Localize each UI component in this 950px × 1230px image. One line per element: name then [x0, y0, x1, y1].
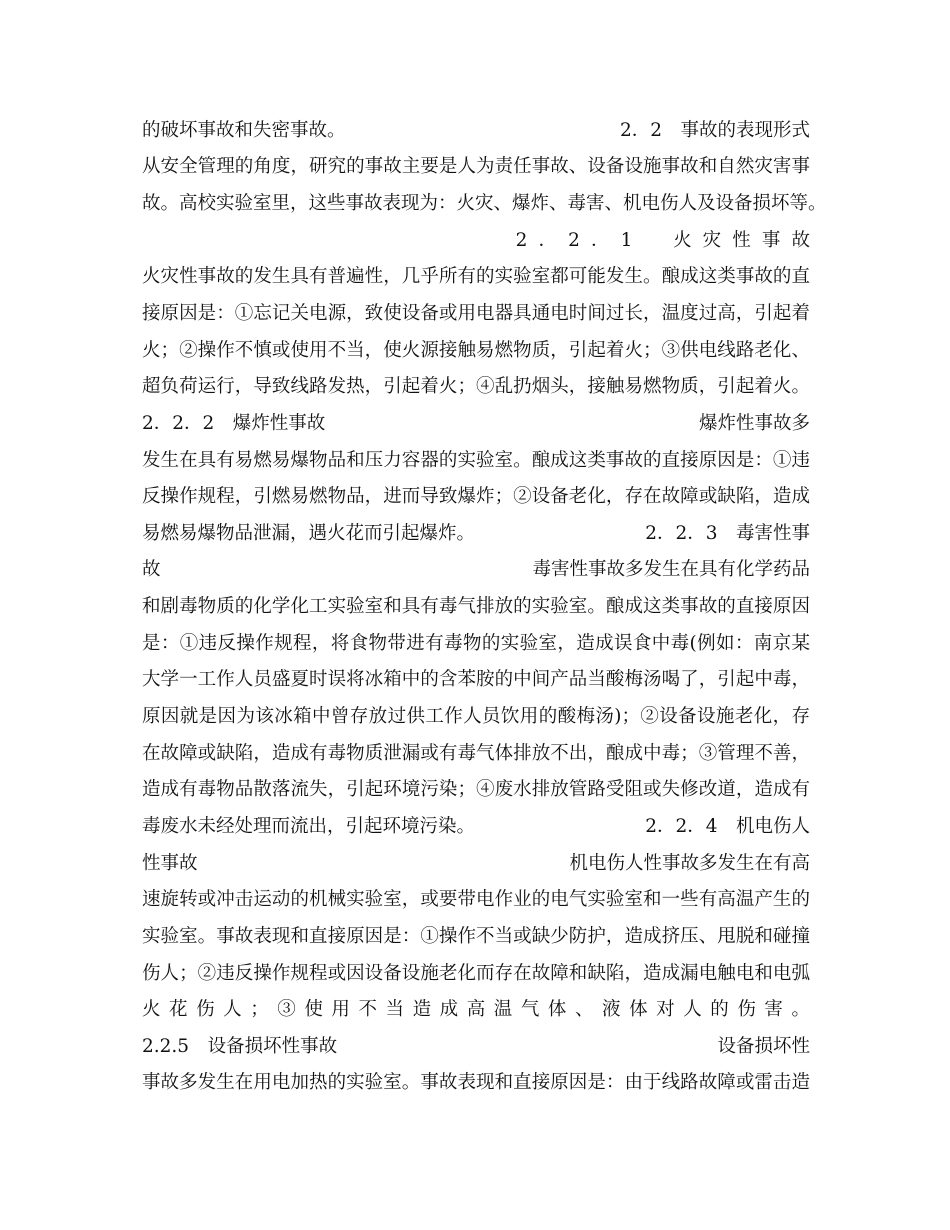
section-heading: 2．2．4 机电伤人	[645, 816, 810, 837]
line-text: 爆炸性事故多	[698, 413, 810, 434]
line-text: 易燃易爆物品泄漏，遇火花而引起爆炸。	[142, 523, 476, 544]
text-line: 在故障或缺陷，造成有毒物质泄漏或有毒气体排放不出，酿成中毒；③管理不善，	[142, 743, 810, 764]
text-line: 是：①违反操作规程，将食物带进有毒物的实验室，造成误食中毒(例如：南京某	[142, 633, 810, 654]
text-line: 速旋转或冲击运动的机械实验室，或要带电作业的电气实验室和一些有高温产生的	[142, 889, 810, 910]
text-line: 大学一工作人员盛夏时误将冰箱中的含苯胺的中间产品当酸梅汤喝了，引起中毒，	[142, 669, 810, 690]
text-line: 火；②操作不慎或使用不当，使火源接触易燃物质，引起着火；③供电线路老化、	[142, 340, 810, 361]
text-line: 和剧毒物质的化学化工实验室和具有毒气排放的实验室。酿成这类事故的直接原因	[142, 596, 810, 617]
text-line	[142, 815, 810, 839]
text-line: 火花伤人；③使用不当造成高温气体、液体对人的伤害。	[142, 999, 810, 1020]
text-line: 原因就是因为该冰箱中曾存放过供工作人员饮用的酸梅汤)；②设备设施老化，存	[142, 706, 810, 727]
text-line: 超负荷运行，导致线路发热，引起着火；④乱扔烟头，接触易燃物质，引起着火。	[142, 376, 810, 397]
section-heading: 2．2．2 爆炸性事故	[142, 413, 326, 434]
text-line: 故。高校实验室里，这些事故表现为：火灾、爆炸、毒害、机电伤人及设备损坏等。	[142, 193, 827, 214]
line-text: 机电伤人性事故多发生在有高	[569, 853, 810, 874]
text-line: 发生在具有易燃易爆物品和压力容器的实验室。酿成这类事故的直接原因是：①违	[142, 450, 810, 471]
text-line	[142, 852, 810, 876]
text-line: 从安全管理的角度，研究的事故主要是人为责任事故、设备设施事故和自然灾害事	[142, 156, 810, 177]
text-line	[142, 522, 810, 546]
line-text: 设备损坏性	[717, 1036, 810, 1057]
text-line: 伤人；②违反操作规程或因设备设施老化而存在故障和缺陷，造成漏电触电和电弧	[142, 963, 810, 984]
text-line: 火灾性事故的发生具有普遍性，几乎所有的实验室都可能发生。酿成这类事故的直	[142, 266, 810, 287]
text-line: 接原因是：①忘记关电源，致使设备或用电器具通电时间过长，温度过高，引起着	[142, 303, 810, 324]
text-line: 事故多发生在用电加热的实验室。事故表现和直接原因是：由于线路故障或雷击造	[142, 1072, 810, 1093]
text-line	[142, 558, 810, 582]
section-heading: 性事故	[142, 853, 198, 874]
section-heading: 2．2．1 火灾性事故	[515, 230, 822, 251]
section-heading: 2．2 事故的表现形式	[619, 120, 810, 141]
line-text: 毒害性事故多发生在具有化学药品	[532, 559, 810, 580]
text-line	[142, 412, 810, 436]
text-line: 反操作规程，引燃易燃物品，进而导致爆炸；②设备老化，存在故障或缺陷，造成	[142, 486, 810, 507]
text-line: 造成有毒物品散落流失，引起环境污染；④废水排放管路受阻或失修改道，造成有	[142, 779, 810, 800]
section-heading: 2.2.5 设备损坏性事故	[142, 1036, 338, 1057]
section-heading: 2．2．3 毒害性事	[645, 523, 810, 544]
text-line: 实验室。事故表现和直接原因是：①操作不当或缺少防护，造成挤压、甩脱和碰撞	[142, 926, 810, 947]
text-line	[142, 119, 810, 143]
section-heading: 故	[142, 559, 161, 580]
line-text: 的破坏事故和失密事故。	[142, 120, 346, 141]
text-line	[142, 1035, 810, 1059]
line-text: 毒废水未经处理而流出，引起环境污染。	[142, 816, 476, 837]
text-line	[142, 229, 822, 253]
